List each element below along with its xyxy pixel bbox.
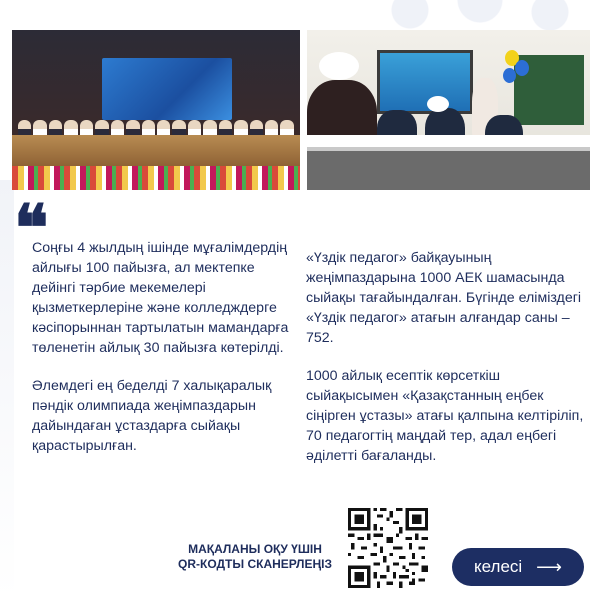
next-button[interactable] <box>452 548 584 586</box>
classroom-photo <box>307 30 590 190</box>
arrow-right-icon: ⟶ <box>536 556 562 577</box>
side-ornament <box>0 180 14 600</box>
right-paragraph-1: «Үздік педагог» байқауының жеңімпаздарына 1000 АЕК шамасында сыйақы тағайындалған. Бүгінде еліміздегі «Үздік педагог» атағын алғандар саны – 752. <box>306 250 582 346</box>
qr-label-line-1: МАҚАЛАНЫ ОҚУ ҮШІН <box>188 542 322 556</box>
right-paragraph-2: 1000 айлық есептік көрсеткіш сыйақысымен «Қазақстанның еңбек сіңірген ұстазы» атағы қалпына келтіріліп, 70 педагогтің маңдай тер, адал еңбегі әділетті бағаланды. <box>306 368 584 464</box>
ceremony-photo <box>12 30 300 190</box>
left-text-column <box>32 238 294 474</box>
qr-label <box>165 542 345 572</box>
left-paragraph-2: Әлемдегі ең беделді 7 халықаралық пәндік олимпиада жеңімпаздарын дайындаған ұстаздарға сыйақы қарастырылған. <box>32 378 272 454</box>
qr-code[interactable] <box>348 508 428 588</box>
left-paragraph-1: Соңғы 4 жылдың ішінде мұғалімдердің айлығы 100 пайызға, ал мектепке дейінгі тәрбие мекемелері қызметкерлеріне және колледждерге кәсіпорыннан тартылатын мамандарға төленетін айлық 30 пайызға көтерілді. <box>32 240 289 356</box>
next-button-label: келесі <box>474 557 523 576</box>
right-text-column <box>306 248 594 484</box>
qr-label-line-2: QR-КОДТЫ СКАНЕРЛЕҢІЗ <box>178 557 332 571</box>
quote-icon: ❝ <box>14 191 49 266</box>
